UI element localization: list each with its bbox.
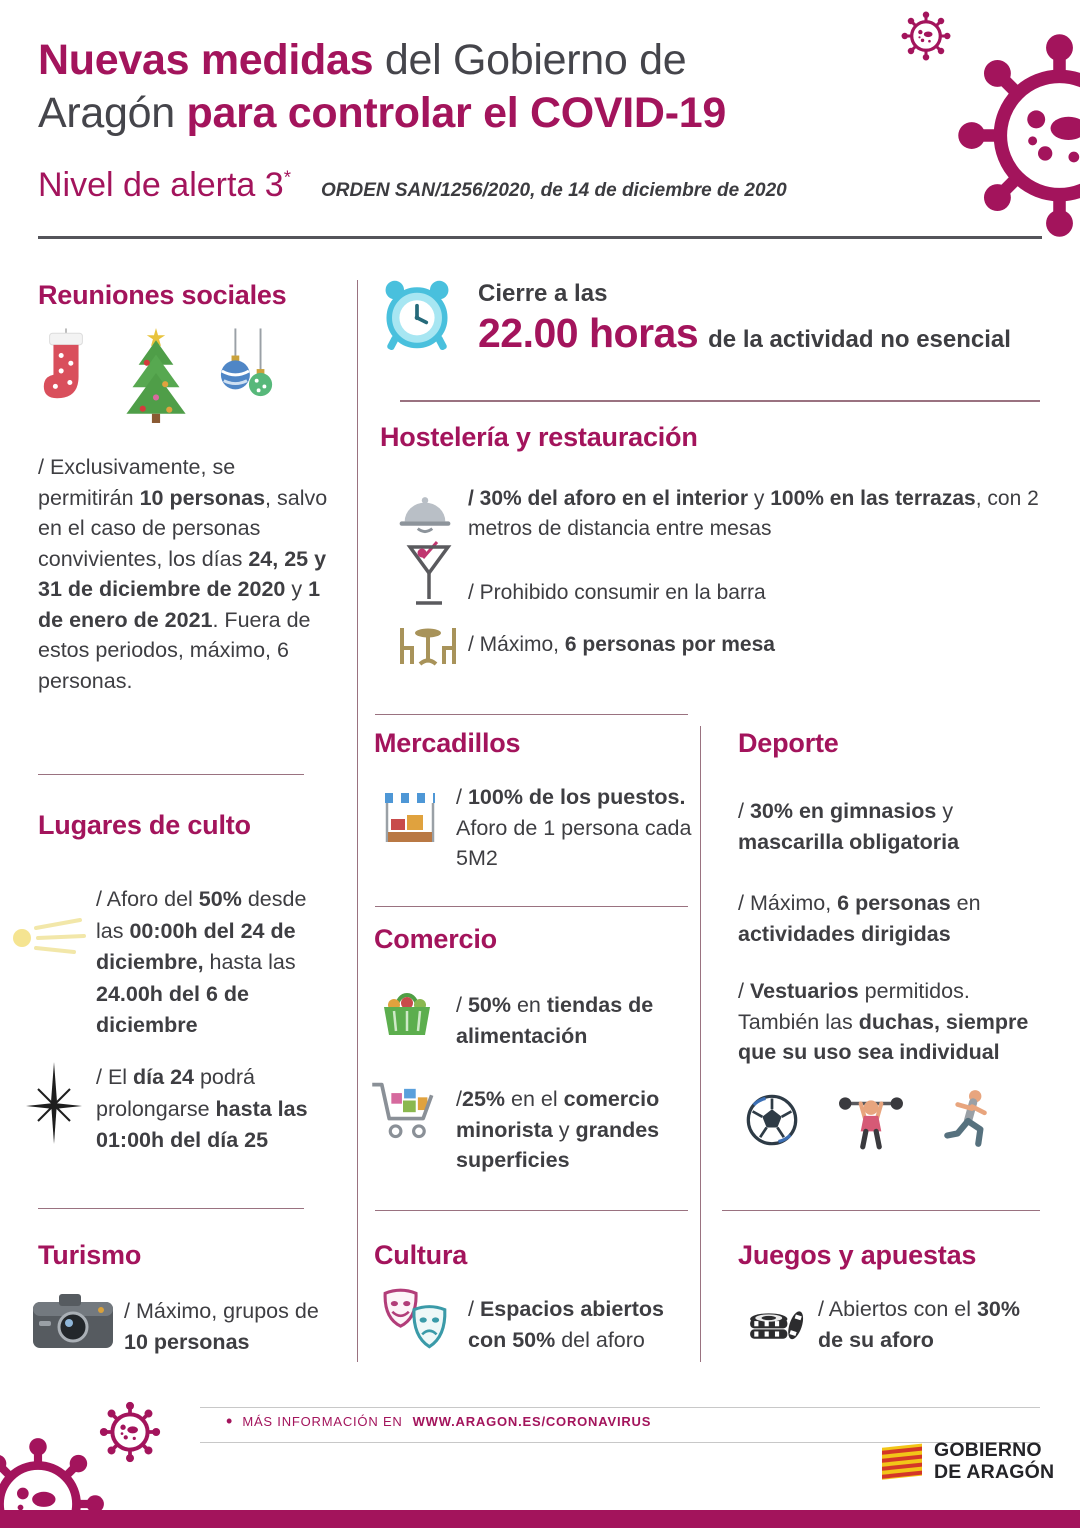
section-title-culto: Lugares de culto	[38, 810, 251, 840]
section-title-comercio: Comercio	[374, 924, 497, 954]
deporte-item-3: / Vestuarios permitidos. También las duchas, siempre que su uso sea individual	[738, 979, 1029, 1065]
closure-suffix: de la actividad no esencial	[708, 326, 1011, 353]
christmas-icons-row	[38, 326, 276, 424]
comercio-item-2: /25% en el comercio minorista y grandes superficies	[456, 1087, 660, 1173]
aragon-flag-icon	[880, 1440, 924, 1484]
closure-time: 22.00 horas	[478, 310, 699, 356]
theater-masks-icon	[380, 1286, 452, 1354]
footer-divider	[200, 1407, 1040, 1408]
poker-chips-icon	[746, 1288, 806, 1348]
market-stall-icon	[382, 788, 438, 850]
section-title-turismo: Turismo	[38, 1240, 142, 1270]
header-divider	[38, 236, 1042, 239]
divider	[38, 774, 304, 775]
bullet-icon: •	[226, 1411, 233, 1431]
hosteleria-item-1: / 30% del aforo en el interior y 100% en las terrazas, con 2 metros de distancia entre mesas	[468, 487, 1039, 540]
column-divider	[700, 726, 701, 1362]
alert-level: Nivel de alerta 3*	[38, 166, 291, 204]
football-icon	[744, 1092, 800, 1148]
section-title-cultura: Cultura	[374, 1240, 468, 1270]
coronavirus-icon	[952, 28, 1080, 243]
alarm-clock-icon	[380, 276, 454, 354]
divider	[722, 1210, 1040, 1211]
cocktail-icon	[406, 540, 452, 612]
coronavirus-icon	[900, 10, 952, 62]
divider	[375, 906, 688, 907]
page-title	[38, 34, 918, 141]
christmas-tree-icon	[118, 326, 194, 424]
table-chairs-icon	[396, 624, 460, 668]
logo-text: GOBIERNO DE ARAGÓN	[934, 1439, 1055, 1483]
section-title-reuniones: Reuniones sociales	[38, 280, 287, 310]
ornaments-icon	[218, 326, 276, 416]
title-line-1: Nuevas medidas del Gobierno de	[38, 36, 687, 84]
divider	[375, 714, 688, 715]
alert-asterisk: *	[283, 166, 291, 188]
order-reference: ORDEN SAN/1256/2020, de 14 de diciembre de 2020	[320, 180, 787, 201]
divider	[38, 1208, 304, 1209]
closure-intro: Cierre a las	[478, 280, 608, 307]
culto-item-2: / El día 24 podrá prolongarse hasta las 01:00h del día 25	[96, 1065, 308, 1153]
alert-row	[38, 166, 787, 205]
footer-info	[226, 1412, 651, 1430]
title-line-2: Aragón para controlar el COVID-19	[38, 89, 726, 138]
sports-icons-row	[744, 1088, 996, 1152]
column-divider	[357, 280, 358, 1362]
christmas-stocking-icon	[38, 326, 94, 412]
divider	[375, 1210, 688, 1211]
grocery-basket-icon	[378, 982, 436, 1040]
deporte-item-1: / 30% en gimnasios y mascarilla obligatoria	[738, 799, 960, 854]
section-title-mercadillos: Mercadillos	[374, 728, 521, 758]
footer-info-label: MÁS INFORMACIÓN EN	[242, 1413, 403, 1429]
shopping-cart-icon	[368, 1076, 438, 1142]
section-title-deporte: Deporte	[738, 728, 839, 758]
coronavirus-info-link[interactable]: WWW.ARAGON.ES/CORONAVIRUS	[412, 1413, 652, 1429]
star-icon	[26, 1062, 82, 1144]
reuniones-body: / Exclusivamente, se permitirán 10 personas, salvo en el caso de personas convivientes, los días 24, 25 y 31 de diciembre de 2020 y 1 de enero de 2021. Fuera de estos periodos, máximo, 6 personas.	[38, 455, 328, 693]
turismo-item: / Máximo, grupos de 10 personas	[124, 1299, 319, 1354]
gobierno-aragon-logo	[880, 1440, 1054, 1484]
juegos-item: / Abiertos con el 30% de su aforo	[818, 1297, 1020, 1352]
hosteleria-item-2: / Prohibido consumir en la barra	[468, 581, 766, 604]
section-title-hosteleria: Hostelería y restauración	[380, 422, 698, 452]
mercadillos-item: / 100% de los puestos. Aforo de 1 persona cada 5M2	[456, 785, 692, 871]
hosteleria-item-3: / Máximo, 6 personas por mesa	[468, 633, 775, 656]
sun-icon	[10, 912, 90, 960]
section-title-juegos: Juegos y apuestas	[738, 1240, 977, 1270]
divider	[400, 400, 1040, 402]
culto-item-1: / Aforo del 50% desde las 00:00h del 24 de diciembre, hasta las 24.00h del 6 de diciembre	[96, 887, 307, 1038]
running-icon	[942, 1088, 996, 1152]
bottom-accent-bar	[0, 1510, 1080, 1528]
weightlifting-icon	[838, 1089, 904, 1151]
deporte-item-2: / Máximo, 6 personas en actividades dirigidas	[738, 891, 981, 946]
cultura-item: / Espacios abiertos con 50% del aforo	[468, 1297, 664, 1352]
closure-banner	[478, 280, 1048, 357]
camera-icon	[32, 1290, 114, 1354]
serving-cloche-icon	[396, 490, 454, 534]
comercio-item-1: / 50% en tiendas de alimentación	[456, 993, 654, 1048]
